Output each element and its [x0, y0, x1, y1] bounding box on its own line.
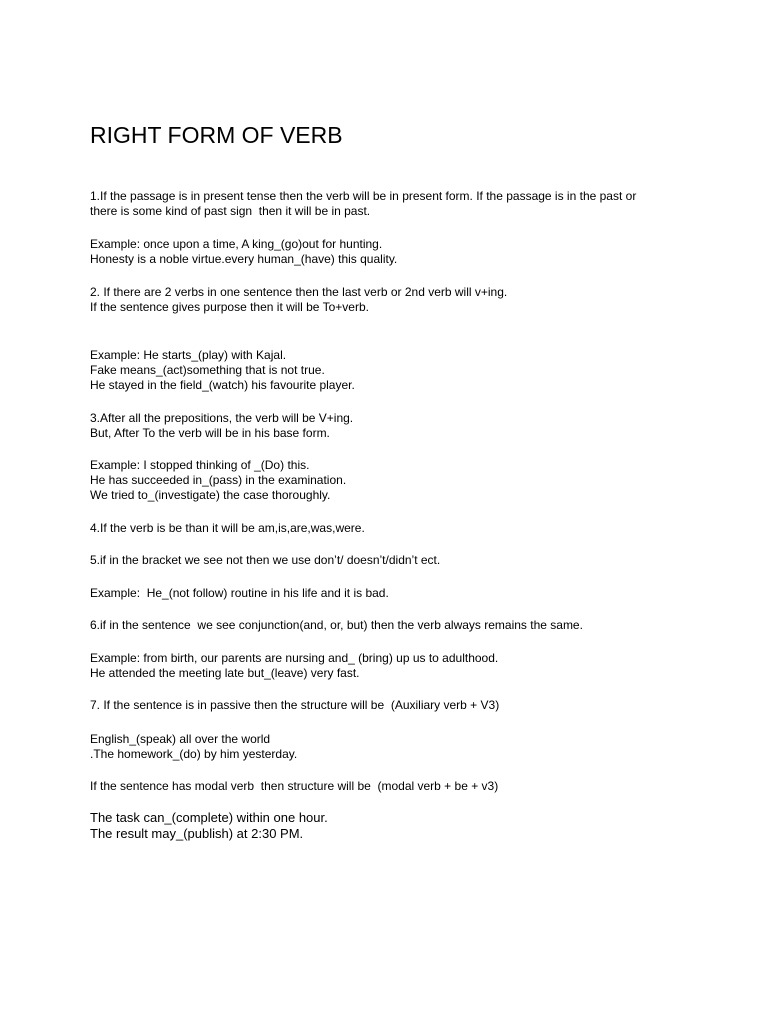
text-line: He stayed in the field_(watch) his favourite player. — [90, 378, 355, 392]
rule-5-paragraph — [90, 553, 690, 568]
rule-7-example — [90, 732, 690, 762]
text-line: Example: He_(not follow) routine in his life and it is bad. — [90, 586, 389, 600]
text-line: 3.After all the prepositions, the verb will be V+ing. — [90, 411, 354, 425]
text-line: The task can_(complete) within one hour. — [90, 810, 328, 825]
rule-4-paragraph — [90, 521, 690, 536]
rule-3-example — [90, 458, 690, 503]
rule-6-example — [90, 651, 690, 681]
text-line: .The homework_(do) by him yesterday. — [90, 747, 298, 761]
text-line: If the sentence has modal verb then structure will be (modal verb + be + v3) — [90, 779, 499, 793]
text-line: Example: I stopped thinking of _(Do) this. — [90, 458, 310, 472]
text-line: The result may_(publish) at 2:30 PM. — [90, 826, 304, 841]
rule-1-example — [90, 237, 690, 267]
text-line: Example: once upon a time, A king_(go)out for hunting. — [90, 237, 383, 251]
text-line: He has succeeded in_(pass) in the examination. — [90, 473, 347, 487]
text-line: there is some kind of past sign then it will be in past. — [90, 204, 371, 218]
text-line: 2. If there are 2 verbs in one sentence then the last verb or 2nd verb will v+ing. — [90, 285, 508, 299]
text-line: 7. If the sentence is in passive then the structure will be (Auxiliary verb + V3) — [90, 698, 500, 712]
text-line: If the sentence gives purpose then it will be To+verb. — [90, 300, 369, 314]
text-line: Honesty is a noble virtue.every human_(have) this quality. — [90, 252, 398, 266]
text-line: Example: He starts_(play) with Kajal. — [90, 348, 287, 362]
text-line: 5.if in the bracket we see not then we use don’t/ doesn’t/didn’t ect. — [90, 553, 441, 567]
rule-7-paragraph — [90, 698, 690, 713]
text-line: 1.If the passage is in present tense then the verb will be in present form. If the passage is in the past or — [90, 189, 637, 203]
text-line: We tried to_(investigate) the case thoroughly. — [90, 488, 331, 502]
text-line: But, After To the verb will be in his base form. — [90, 426, 330, 440]
text-line: Example: from birth, our parents are nursing and_ (bring) up us to adulthood. — [90, 651, 499, 665]
rule-3-paragraph — [90, 411, 690, 441]
rule-6-paragraph — [90, 618, 690, 633]
modal-verb-paragraph — [90, 779, 690, 794]
text-line: He attended the meeting late but_(leave) very fast. — [90, 666, 360, 680]
text-line: 4.If the verb is be than it will be am,is,are,was,were. — [90, 521, 365, 535]
text-line: 6.if in the sentence we see conjunction(and, or, but) then the verb always remains the same. — [90, 618, 583, 632]
modal-verb-example — [90, 810, 690, 842]
rule-2-paragraph — [90, 285, 690, 315]
rule-5-example — [90, 586, 690, 601]
text-line: English_(speak) all over the world — [90, 732, 271, 746]
rule-1-paragraph — [90, 189, 690, 219]
rule-2-example — [90, 348, 690, 393]
text-line: Fake means_(act)something that is not true. — [90, 363, 325, 377]
document-title: RIGHT FORM OF VERB — [90, 122, 343, 148]
